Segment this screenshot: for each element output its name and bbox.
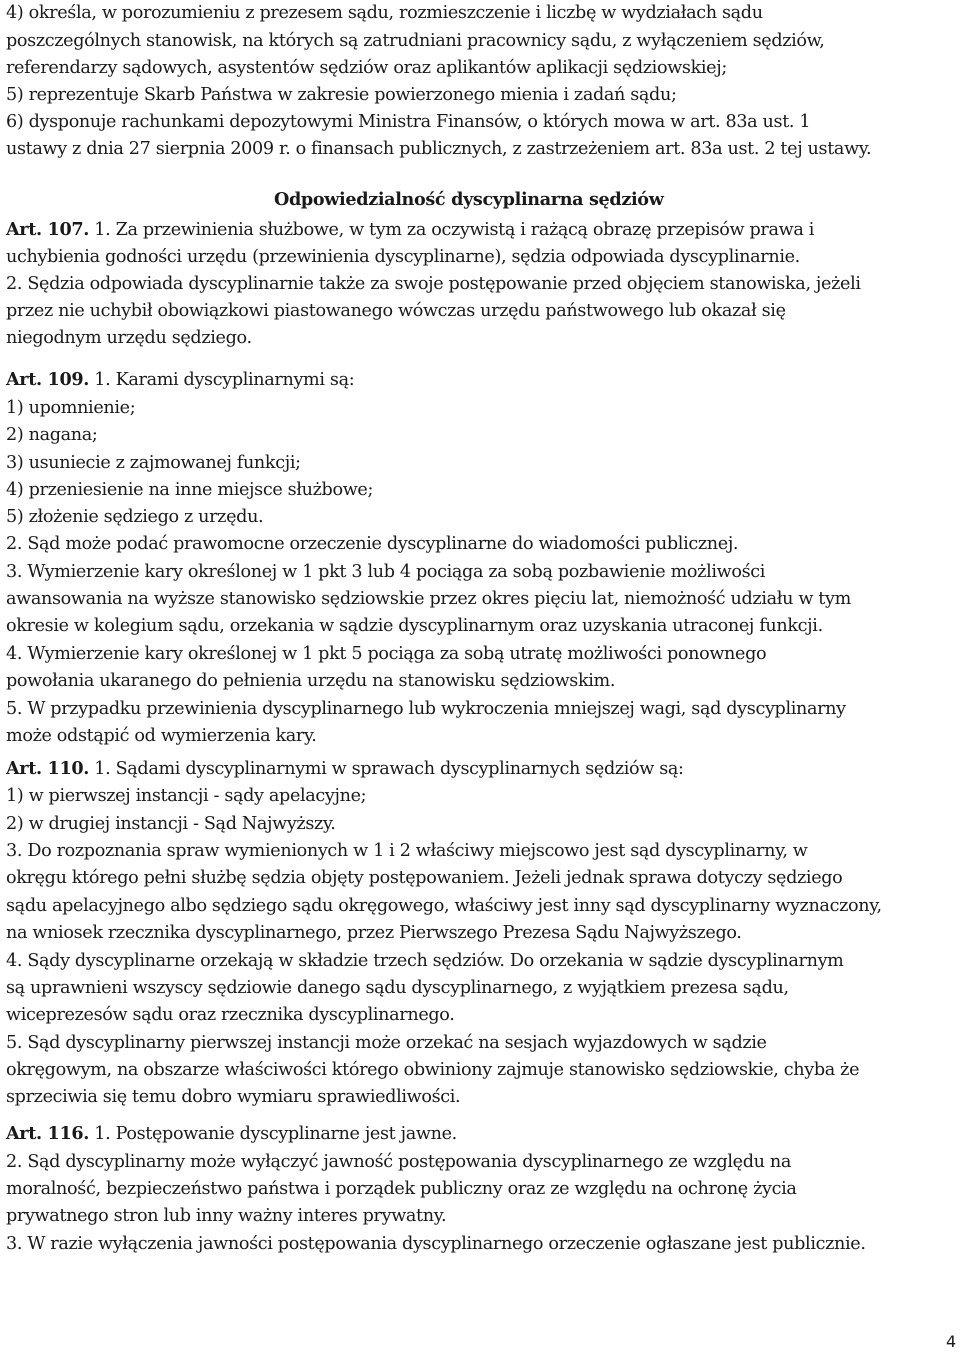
text-line: przez nie uchybił obowiązkowi piastowanego wówczas urzędu państwowego lub okazał się (6, 301, 786, 321)
text-line: 6) dysponuje rachunkami depozytowymi Ministra Finansów, o których mowa w art. 83a ust. 1 (6, 112, 811, 132)
article-label: Art. 110. (6, 758, 89, 779)
text-line: 5) reprezentuje Skarb Państwa w zakresie powierzonego mienia i zadań sądu; (6, 85, 677, 105)
text-line: niegodnym urzędu sędziego. (6, 328, 252, 348)
text-line: referendarzy sądowych, asystentów sędziów oraz aplikantów aplikacji sędziowskiej; (6, 58, 727, 78)
text-line: 4. Wymierzenie kary określonej w 1 pkt 5 pociąga za sobą utratę możliwości ponownego (6, 644, 767, 664)
text-line: 2) w drugiej instancji - Sąd Najwyższy. (6, 814, 336, 834)
text-line: powołania ukaranego do pełnienia urzędu na stanowisku sędziowskim. (6, 671, 616, 691)
page-number: 4 (946, 1332, 956, 1351)
text-line: 3. W razie wyłączenia jawności postępowania dyscyplinarnego orzeczenie ogłaszane jest publicznie. (6, 1234, 866, 1254)
article-label: Art. 109. (6, 369, 89, 390)
text-line: 2. Sąd może podać prawomocne orzeczenie dyscyplinarne do wiadomości publicznej. (6, 534, 739, 554)
text-line: 2. Sędzia odpowiada dyscyplinarnie także za swoje postępowanie przed objęciem stanowiska, jeżeli (6, 274, 861, 294)
text-line: Art. 109. 1. Karami dyscyplinarnymi są: (6, 369, 355, 390)
text-line: okresie w kolegium sądu, orzekania w sądzie dyscyplinarnym oraz uzyskania utraconej funkcji. (6, 616, 823, 636)
text-line: 4) określa, w porozumieniu z prezesem sądu, rozmieszczenie i liczbę w wydziałach sądu (6, 3, 763, 23)
text-line: są uprawnieni wszyscy sędziowie danego sądu dyscyplinarnego, z wyjątkiem prezesa sądu, (6, 978, 789, 998)
text-line: uchybienia godności urzędu (przewinienia dyscyplinarne), sędzia odpowiada dyscyplinarnie. (6, 247, 800, 267)
article-label: Art. 107. (6, 219, 89, 240)
text-line: 2. Sąd dyscyplinarny może wyłączyć jawność postępowania dyscyplinarnego ze względu na (6, 1152, 791, 1172)
text-line: Art. 110. 1. Sądami dyscyplinarnymi w sprawach dyscyplinarnych sędziów są: (6, 758, 684, 779)
text-line: poszczególnych stanowisk, na których są zatrudniani pracownicy sądu, z wyłączeniem sędziów, (6, 31, 825, 51)
text-line: może odstąpić od wymierzenia kary. (6, 726, 317, 746)
text-line: 1) upomnienie; (6, 398, 136, 418)
text-line: 5) złożenie sędziego z urzędu. (6, 507, 264, 527)
text-line: 5. W przypadku przewinienia dyscyplinarnego lub wykroczenia mniejszej wagi, sąd dyscyplinarny (6, 699, 846, 719)
text-line: awansowania na wyższe stanowisko sędziowskie przez okres pięciu lat, niemożność udziału w tym (6, 589, 851, 609)
text-line: 3. Wymierzenie kary określonej w 1 pkt 3 lub 4 pociąga za sobą pozbawienie możliwości (6, 562, 766, 582)
text-line: Art. 116. 1. Postępowanie dyscyplinarne jest jawne. (6, 1123, 457, 1144)
text-line: prywatnego stron lub inny ważny interes prywatny. (6, 1206, 447, 1226)
text-line: wiceprezesów sądu oraz rzecznika dyscyplinarnego. (6, 1005, 455, 1025)
text-line: 4. Sądy dyscyplinarne orzekają w składzie trzech sędziów. Do orzekania w sądzie dyscyplinarnym (6, 951, 844, 971)
text-line: Art. 107. 1. Za przewinienia służbowe, w tym za oczywistą i rażącą obrazę przepisów prawa i (6, 219, 814, 240)
text-line: 3) usuniecie z zajmowanej funkcji; (6, 453, 301, 473)
text-line: 2) nagana; (6, 425, 98, 445)
text-line: ustawy z dnia 27 sierpnia 2009 r. o finansach publicznych, z zastrzeżeniem art. 83a ust. 2 tej ustawy. (6, 139, 872, 159)
text-line: 3. Do rozpoznania spraw wymienionych w 1 i 2 właściwy miejscowo jest sąd dyscyplinarny, w (6, 841, 808, 861)
text-line: na wniosek rzecznika dyscyplinarnego, przez Pierwszego Prezesa Sądu Najwyższego. (6, 923, 742, 943)
text-line: sprzeciwia się temu dobro wymiaru sprawiedliwości. (6, 1087, 461, 1107)
text-line: 4) przeniesienie na inne miejsce służbowe; (6, 480, 374, 500)
text-line: moralność, bezpieczeństwo państwa i porządek publiczny oraz ze względu na ochronę życia (6, 1179, 797, 1199)
section-heading: Odpowiedzialność dyscyplinarna sędziów (274, 189, 664, 210)
text-line: okręgowym, na obszarze właściwości którego obwiniony zajmuje stanowisko sędziowskie, chyba że (6, 1060, 860, 1080)
text-line: okręgu którego pełni służbę sędzia objęty postępowaniem. Jeżeli jednak sprawa dotyczy sędziego (6, 868, 843, 888)
text-line: sądu apelacyjnego albo sędziego sądu okręgowego, właściwy jest inny sąd dyscyplinarny wyznaczony, (6, 896, 882, 916)
text-line: 5. Sąd dyscyplinarny pierwszej instancji może orzekać na sesjach wyjazdowych w sądzie (6, 1033, 767, 1053)
text-line: 1) w pierwszej instancji - sądy apelacyjne; (6, 786, 367, 806)
article-label: Art. 116. (6, 1123, 89, 1144)
